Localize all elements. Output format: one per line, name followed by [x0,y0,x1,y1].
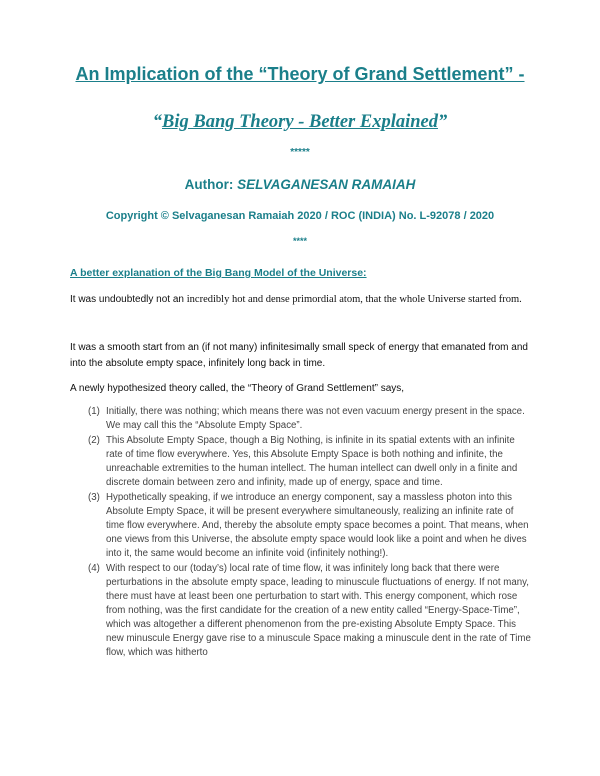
paragraph-1 [70,292,532,308]
paragraph-2: It was a smooth start from an (if not many) infinitesimally small speck of energy that emanated from and into the absolute empty space, infinitely long back in time. [70,342,528,369]
list-item [88,562,534,660]
list-item-number: (4) [88,563,100,574]
list-item [88,491,534,561]
copyright-line: Copyright © Selvaganesan Ramaiah 2020 / ROC (INDIA) No. L-92078 / 2020 [105,210,495,222]
subtitle-text: Big Bang Theory - Better Explained [162,112,438,132]
list-item [88,434,534,490]
list-item-text: This Absolute Empty Space, though a Big Nothing, is infinite in its spatial extents with an infinite rate of time flow everywhere. Yes, this Absolute Empty Space is both nothing and infinite, the unreachable extremities to the human intellect. The human intellect can dwell only in a finite and discrete domain between zero and infinity, made up of energy, space and time. [106,435,518,488]
author-label: Author: [184,177,238,192]
section-heading: A better explanation of the Big Bang Model of the Universe: [70,267,367,279]
list-item-number: (3) [88,492,100,503]
list-item-number: (2) [88,435,100,446]
list-item-text: Initially, there was nothing; which means there was not even vacuum energy present in the space. We may call this the “Absolute Empty Space”. [106,406,525,431]
numbered-list [88,405,534,661]
document-title: An Implication of the “Theory of Grand Settlement” - [75,64,525,84]
document-subtitle [0,112,600,133]
list-item [88,405,534,433]
list-item-text: Hypothetically speaking, if we introduce an energy component, say a massless photon into this Absolute Empty Space, it will be present everywhere simultaneously, realizing an infinite rate of time flow everywhere. And, thereby the absolute empty space becomes a point. That means, when one views from this Universe, the absolute empty space would look like a point and when he dives into it, the same would become an infinite void (infinitely nothing!). [106,492,529,559]
subtitle-open-quote: “ [152,112,163,132]
paragraph-1-sans: It was undoubtedly not an [70,294,187,305]
subtitle-close-quote: ” [437,112,448,132]
list-item-number: (1) [88,406,100,417]
paragraph-1-serif: incredibly hot and dense primordial atom, that the whole Universe started from. [186,294,522,305]
paragraph-3: A newly hypothesized theory called, the “Theory of Grand Settlement” says, [70,383,405,394]
separator-stars-top: ***** [290,147,310,158]
author-line [0,177,600,192]
separator-stars-bottom: **** [292,236,307,246]
author-name: SELVAGANESAN RAMAIAH [237,177,416,192]
list-item-text: With respect to our (today’s) local rate of time flow, it was infinitely long back that there were perturbations in the absolute empty space, leading to minuscule fluctuations of energy. If not many, there must have at least been one perturbation to start with. This energy component, which rose from nothing, was the first candidate for the creation of a new entity called “Energy-Space-Time”, which was altogether a different phenomenon from the pre-existing Absolute Empty Space. This new minuscule Energy gave rise to a minuscule Space making a minuscule dent in the rate of Time flow, which was hitherto [106,563,531,658]
